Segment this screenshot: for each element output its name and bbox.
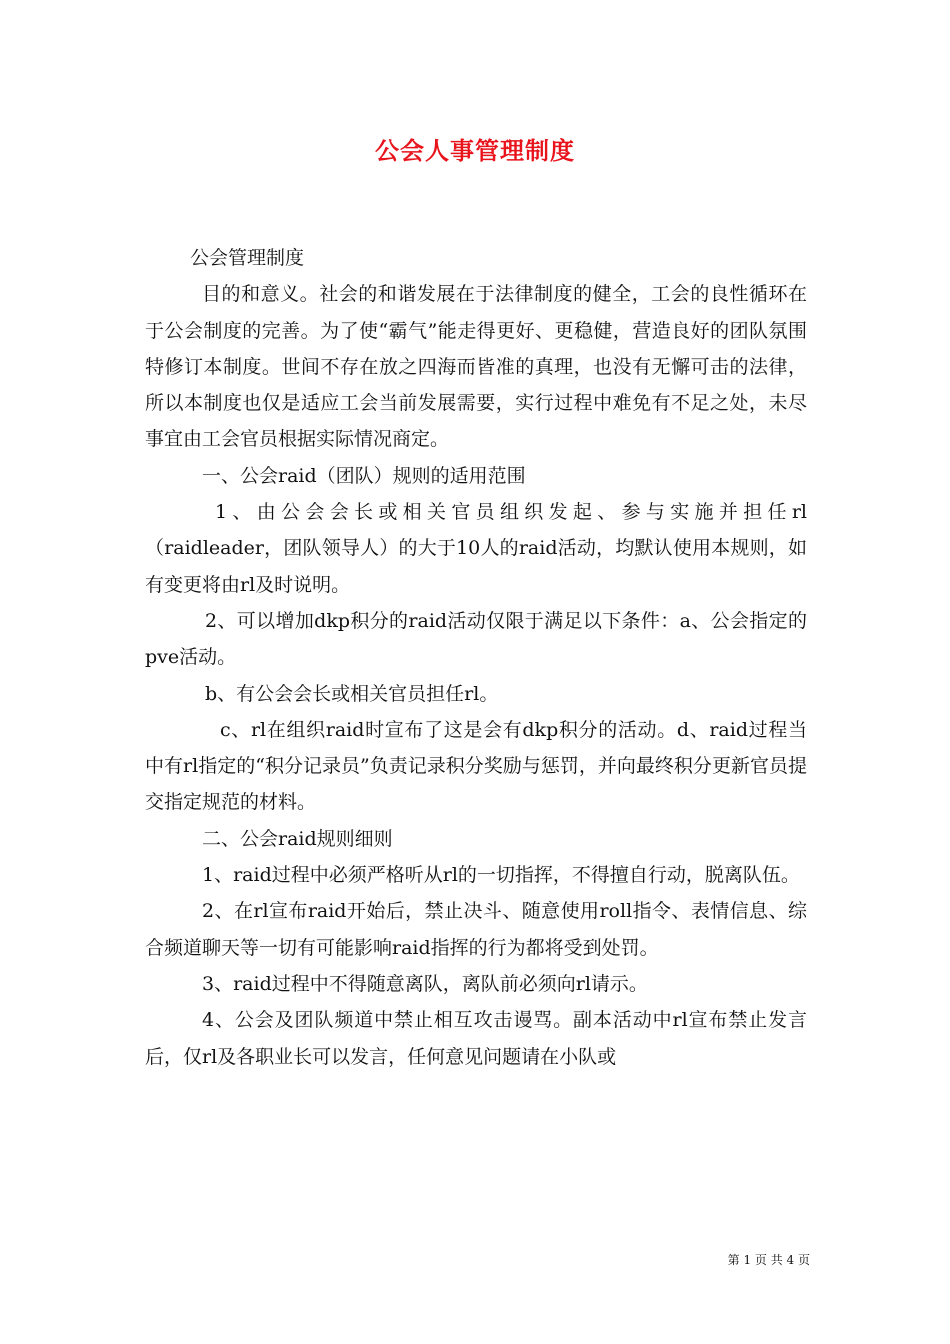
page-number: 第 1 页 共 4 页 <box>727 1253 810 1267</box>
document-title: 公会人事管理制度 <box>375 136 575 165</box>
section-heading-rules: 二、公会raid规则细则 <box>202 827 393 850</box>
paragraph-rule-4: 4、公会及团队频道中禁止相互攻击谩骂。副本活动中rl宣布禁止发言后，仅rl及各职业长可以发言，任何意见问题请在小队或 <box>145 1009 807 1068</box>
paragraph-scope-1: 1、由公会会长或相关官员组织发起、参与实施并担任rl（raidleader，团队领导人）的大于10人的raid活动，均默认使用本规则，如有变更将由rl及时说明。 <box>145 501 807 596</box>
paragraph-rule-3: 3、raid过程中不得随意离队，离队前必须向rl请示。 <box>202 972 648 995</box>
paragraph-scope-2: 2、可以增加dkp积分的raid活动仅限于满足以下条件：a、公会指定的pve活动。 <box>145 609 807 669</box>
paragraph-purpose: 目的和意义。社会的和谐发展在于法律制度的健全，工会的良性循环在于公会制度的完善。为了使“霸气”能走得更好、更稳健，营造良好的团队氛围特修订本制度。世间不存在放之四海而皆准的真理，也没有无懈可击的法律，所以本制度也仅是适应工会当前发展需要，实行过程中难免有不足之处，未尽事宜由工会官员根据实际情况商定。 <box>145 283 807 451</box>
paragraph-scope-b: b、有公会会长或相关官员担任rl。 <box>205 682 499 705</box>
section-heading-scope: 一、公会raid（团队）规则的适用范围 <box>202 464 526 487</box>
paragraph-scope-c: c、rl在组织raid时宣布了这是会有dkp积分的活动。d、raid过程当中有rl指定的“积分记录员”负责记录积分奖励与惩罚，并向最终积分更新官员提交指定规范的材料。 <box>145 718 807 814</box>
document-body <box>145 240 807 1075</box>
paragraph-rule-1: 1、raid过程中必须严格听从rl的一切指挥，不得擅自行动，脱离队伍。 <box>202 864 800 887</box>
paragraph-rule-2: 2、在rl宣布raid开始后，禁止决斗、随意使用roll指令、表情信息、综合频道聊天等一切有可能影响raid指挥的行为都将受到处罚。 <box>145 900 807 959</box>
section-heading: 公会管理制度 <box>190 247 305 269</box>
